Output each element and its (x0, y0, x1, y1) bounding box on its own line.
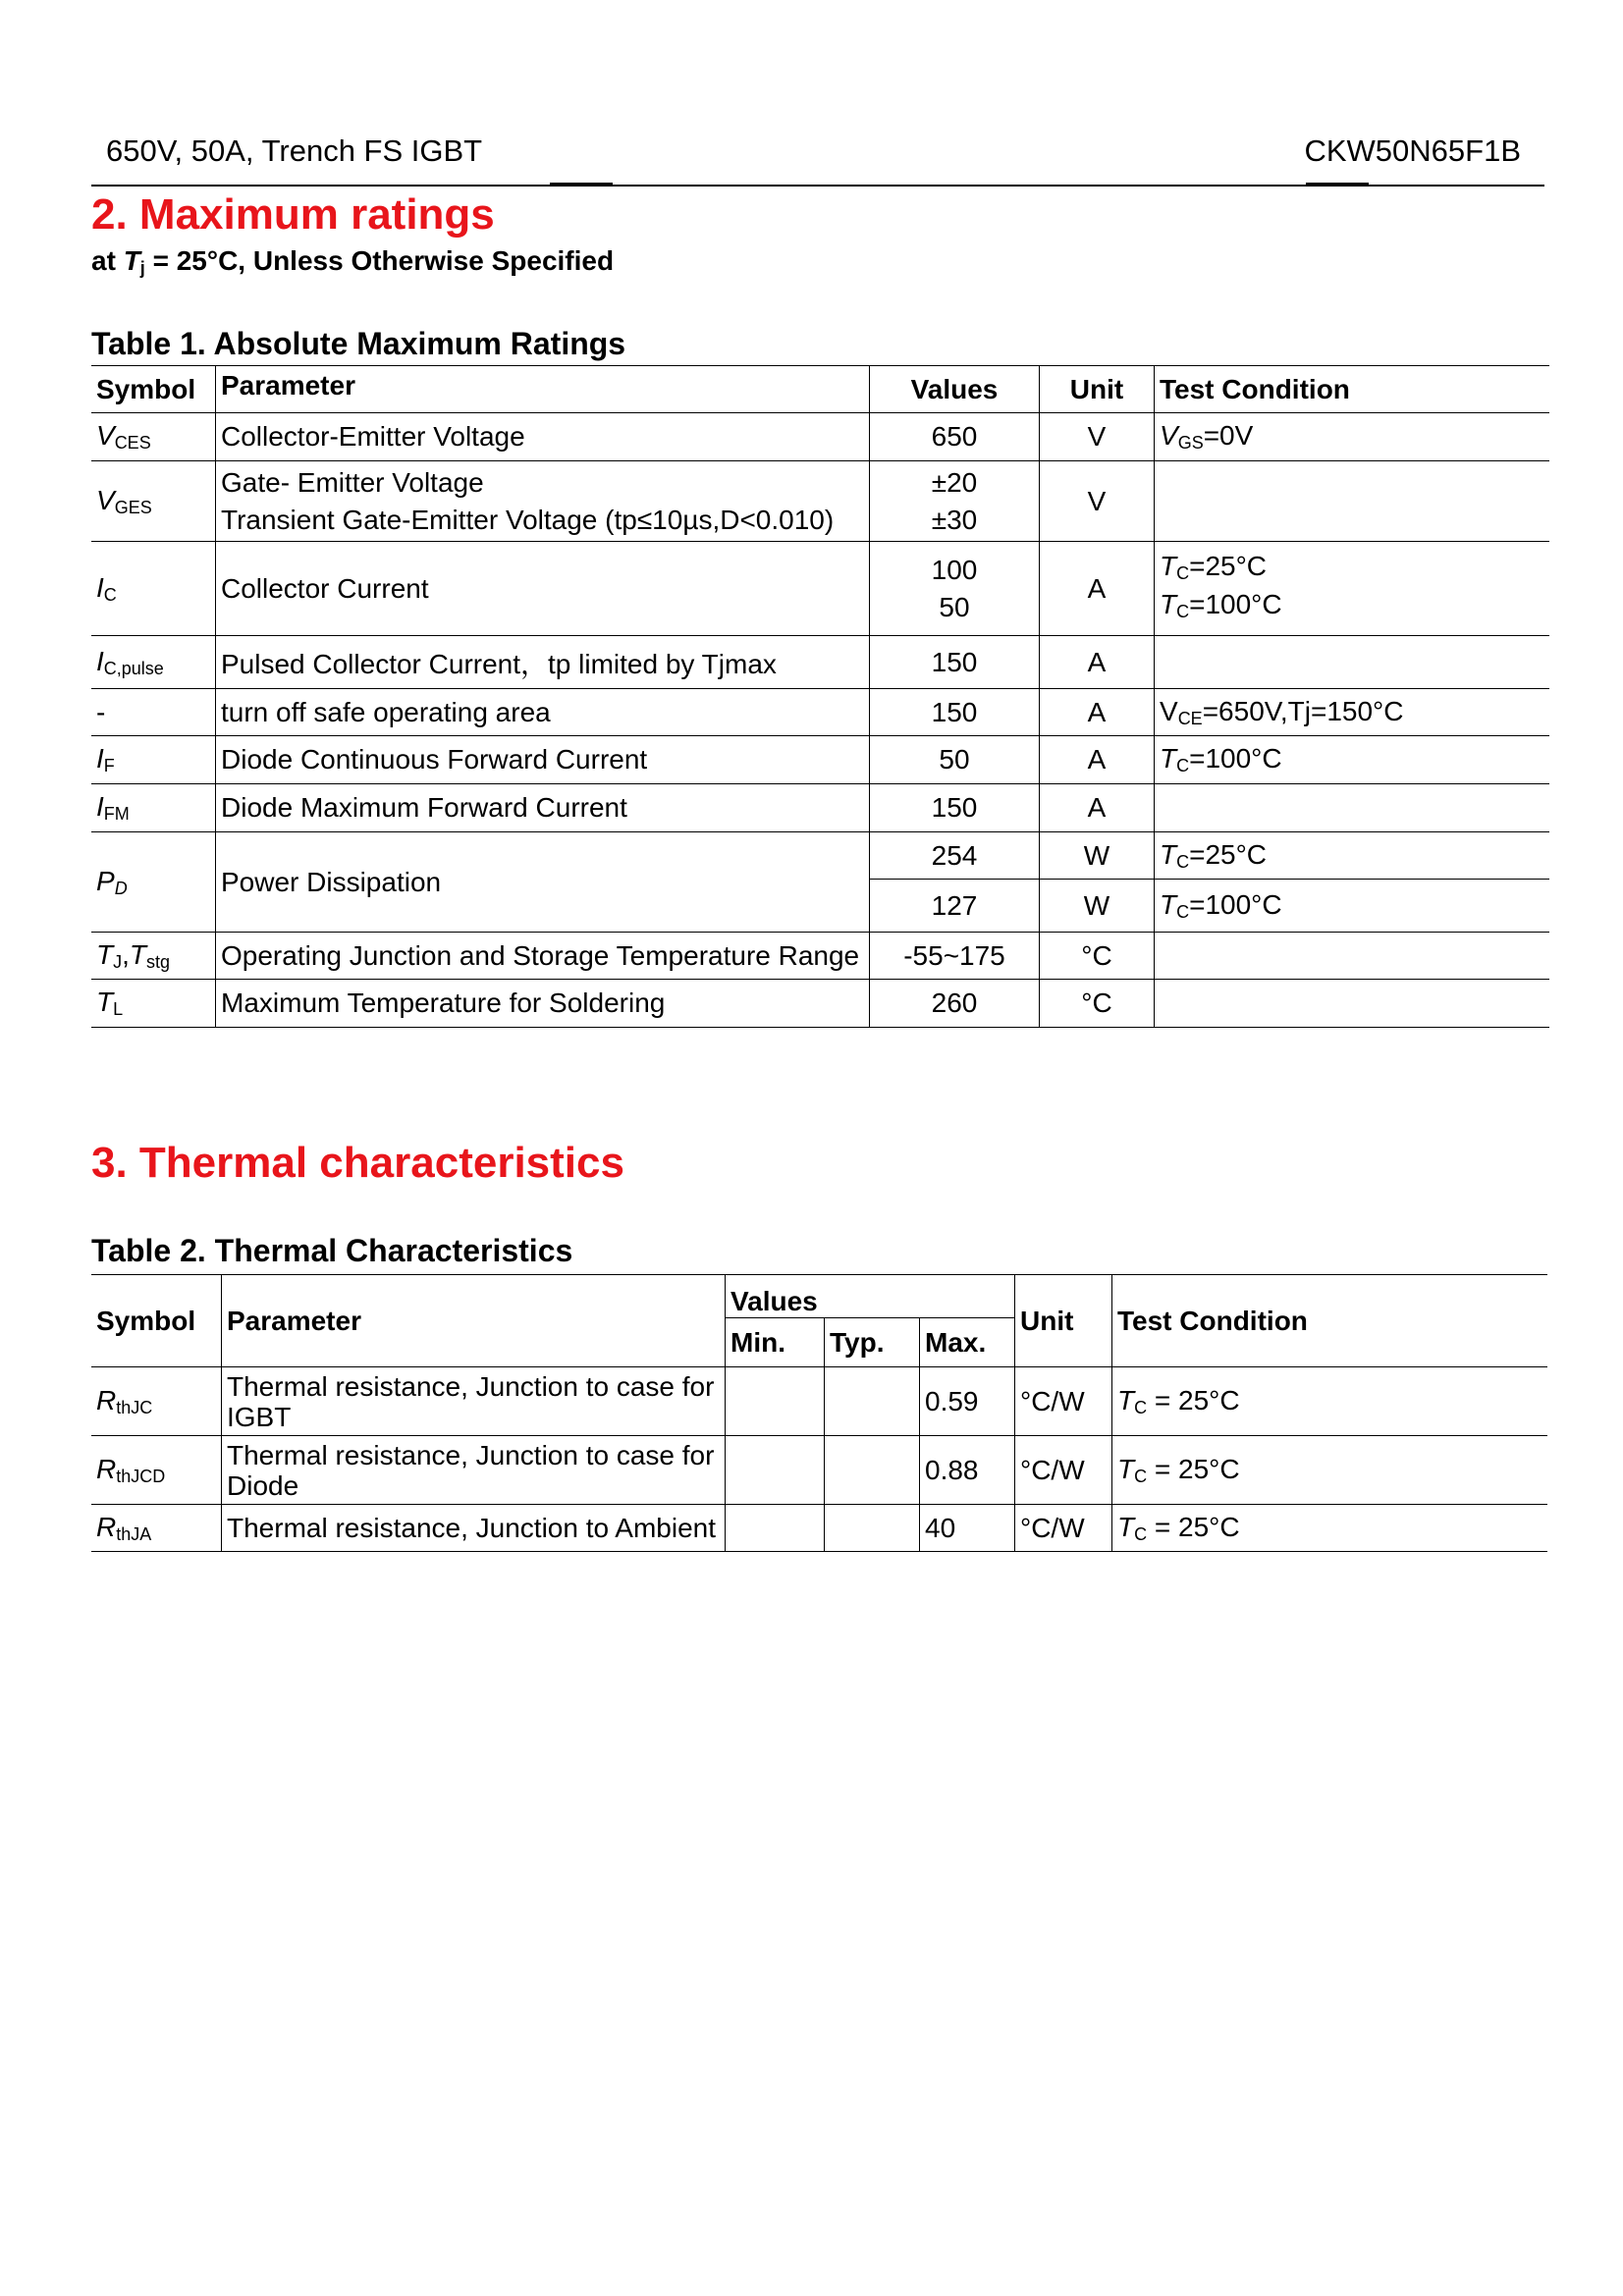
header-unit: Unit (1015, 1275, 1112, 1367)
table-row (91, 980, 1549, 1028)
section-3-title: 3. Thermal characteristics (91, 1139, 624, 1187)
unit-cell: A (1040, 542, 1155, 636)
table-header-row (91, 366, 1549, 413)
absolute-maximum-ratings-table (91, 365, 1549, 1028)
header-typ: Typ. (825, 1318, 920, 1367)
parameter-cell: Pulsed Collector Current，tp limited by Tjmax (216, 636, 870, 689)
value-cell: 100 50 (870, 542, 1040, 636)
symbol-cell: $V_{GES}$ (91, 461, 216, 542)
test-condition-cell: $T_C=25^\circ C$ $T_C=100^\circ C$ (1155, 542, 1550, 636)
table-row (91, 542, 1549, 636)
header-unit: Unit (1040, 366, 1155, 413)
table-row (91, 832, 1549, 880)
parameter-cell: Diode Continuous Forward Current (216, 736, 870, 784)
test-condition-cell: $T_C = 25^\circ C$ (1112, 1436, 1548, 1505)
min-cell (726, 1436, 825, 1505)
value-cell: ±20 ±30 (870, 461, 1040, 542)
typ-cell (825, 1436, 920, 1505)
header-test-condition: Test Condition (1112, 1275, 1548, 1367)
unit-cell: W (1040, 880, 1155, 933)
symbol-cell: - (91, 689, 216, 736)
table-row (91, 1436, 1547, 1505)
table-row (91, 736, 1549, 784)
symbol-cell: $I_{FM}$ (91, 784, 216, 832)
test-condition-cell (1155, 461, 1550, 542)
test-condition-cell (1155, 784, 1550, 832)
table-header-row (91, 1275, 1547, 1318)
test-condition-cell: $T_C=100^\circ C$ (1155, 880, 1550, 933)
max-cell: 0.59 (920, 1367, 1015, 1436)
ratings-condition: at $T_j = 25^\circ C$, Unless Otherwise Specified (91, 245, 615, 278)
header-symbol: Symbol (91, 1275, 222, 1367)
test-condition-cell: $V_{CE}=650V,Tj=150^\circ C$ (1155, 689, 1550, 736)
min-cell (726, 1367, 825, 1436)
thermal-characteristics-table (91, 1274, 1547, 1552)
parameter-cell: Diode Maximum Forward Current (216, 784, 870, 832)
header-divider-accent-right (1306, 183, 1369, 185)
value-cell: 150 (870, 689, 1040, 736)
parameter-cell: Gate- Emitter Voltage Transient Gate-Emitter Voltage (tp≤10µs,D<0.010) (216, 461, 870, 542)
parameter-cell: Maximum Temperature for Soldering (216, 980, 870, 1028)
parameter-cell: Thermal resistance, Junction to case for Diode (222, 1436, 726, 1505)
unit-cell: °C (1040, 980, 1155, 1028)
parameter-cell: Collector-Emitter Voltage (216, 413, 870, 461)
test-condition-cell: $T_C = 25^\circ C$ (1112, 1367, 1548, 1436)
parameter-cell: Thermal resistance, Junction to Ambient (222, 1505, 726, 1552)
test-condition-cell (1155, 636, 1550, 689)
symbol-cell: $V_{CES}$ (91, 413, 216, 461)
unit-cell: A (1040, 689, 1155, 736)
value-cell: 127 (870, 880, 1040, 933)
test-condition-cell (1155, 980, 1550, 1028)
max-cell: 0.88 (920, 1436, 1015, 1505)
value-cell: 50 (870, 736, 1040, 784)
parameter-cell: Operating Junction and Storage Temperature Range (216, 933, 870, 980)
header-values: Values (870, 366, 1040, 413)
symbol-cell: $I_{C,pulse}$ (91, 636, 216, 689)
header-divider-accent-left (550, 183, 613, 185)
header-divider (91, 185, 1544, 187)
header-product-description: 650V, 50A, Trench FS IGBT (106, 133, 483, 168)
header-values: Values (726, 1275, 1015, 1318)
unit-cell: °C/W (1015, 1505, 1112, 1552)
max-cell: 40 (920, 1505, 1015, 1552)
table-row (91, 1505, 1547, 1552)
unit-cell: W (1040, 832, 1155, 880)
header-test-condition: Test Condition (1155, 366, 1550, 413)
value-cell: 650 (870, 413, 1040, 461)
symbol-cell: $R_{thJC}$ (91, 1367, 222, 1436)
header-min: Min. (726, 1318, 825, 1367)
header-max: Max. (920, 1318, 1015, 1367)
table-row (91, 784, 1549, 832)
parameter-cell: turn off safe operating area (216, 689, 870, 736)
header-parameter: Parameter (216, 366, 870, 413)
test-condition-cell: $V_{GS}=0V$ (1155, 413, 1550, 461)
table-row (91, 689, 1549, 736)
unit-cell: °C (1040, 933, 1155, 980)
symbol-cell: $T_J,T_{stg}$ (91, 933, 216, 980)
symbol-cell: $R_{thJCD}$ (91, 1436, 222, 1505)
table-row (91, 461, 1549, 542)
unit-cell: A (1040, 736, 1155, 784)
value-cell: 254 (870, 832, 1040, 880)
table-row (91, 636, 1549, 689)
header-symbol: Symbol (91, 366, 216, 413)
header-part-number: CKW50N65F1B (1304, 133, 1521, 168)
unit-cell: °C/W (1015, 1436, 1112, 1505)
table-row (91, 413, 1549, 461)
typ-cell (825, 1367, 920, 1436)
parameter-cell: Power Dissipation (216, 832, 870, 933)
table-2-caption: Table 2. Thermal Characteristics (91, 1233, 573, 1268)
table-row (91, 933, 1549, 980)
min-cell (726, 1505, 825, 1552)
section-2-title: 2. Maximum ratings (91, 190, 495, 239)
typ-cell (825, 1505, 920, 1552)
unit-cell: V (1040, 413, 1155, 461)
unit-cell: °C/W (1015, 1367, 1112, 1436)
unit-cell: A (1040, 784, 1155, 832)
parameter-cell: Thermal resistance, Junction to case for IGBT (222, 1367, 726, 1436)
header-parameter: Parameter (222, 1275, 726, 1367)
unit-cell: A (1040, 636, 1155, 689)
value-cell: 260 (870, 980, 1040, 1028)
symbol-cell: $T_L$ (91, 980, 216, 1028)
test-condition-cell: $T_C=100^\circ C$ (1155, 736, 1550, 784)
table-row (91, 1367, 1547, 1436)
symbol-cell: $I_F$ (91, 736, 216, 784)
parameter-cell: Collector Current (216, 542, 870, 636)
symbol-cell: $I_C$ (91, 542, 216, 636)
table-1-caption: Table 1. Absolute Maximum Ratings (91, 326, 626, 361)
value-cell: 150 (870, 636, 1040, 689)
test-condition-cell (1155, 933, 1550, 980)
test-condition-cell: $T_C = 25^\circ C$ (1112, 1505, 1548, 1552)
symbol-cell: $P_D$ (91, 832, 216, 933)
unit-cell: V (1040, 461, 1155, 542)
symbol-cell: $R_{thJA}$ (91, 1505, 222, 1552)
test-condition-cell: $T_C=25^\circ C$ (1155, 832, 1550, 880)
value-cell: -55~175 (870, 933, 1040, 980)
value-cell: 150 (870, 784, 1040, 832)
